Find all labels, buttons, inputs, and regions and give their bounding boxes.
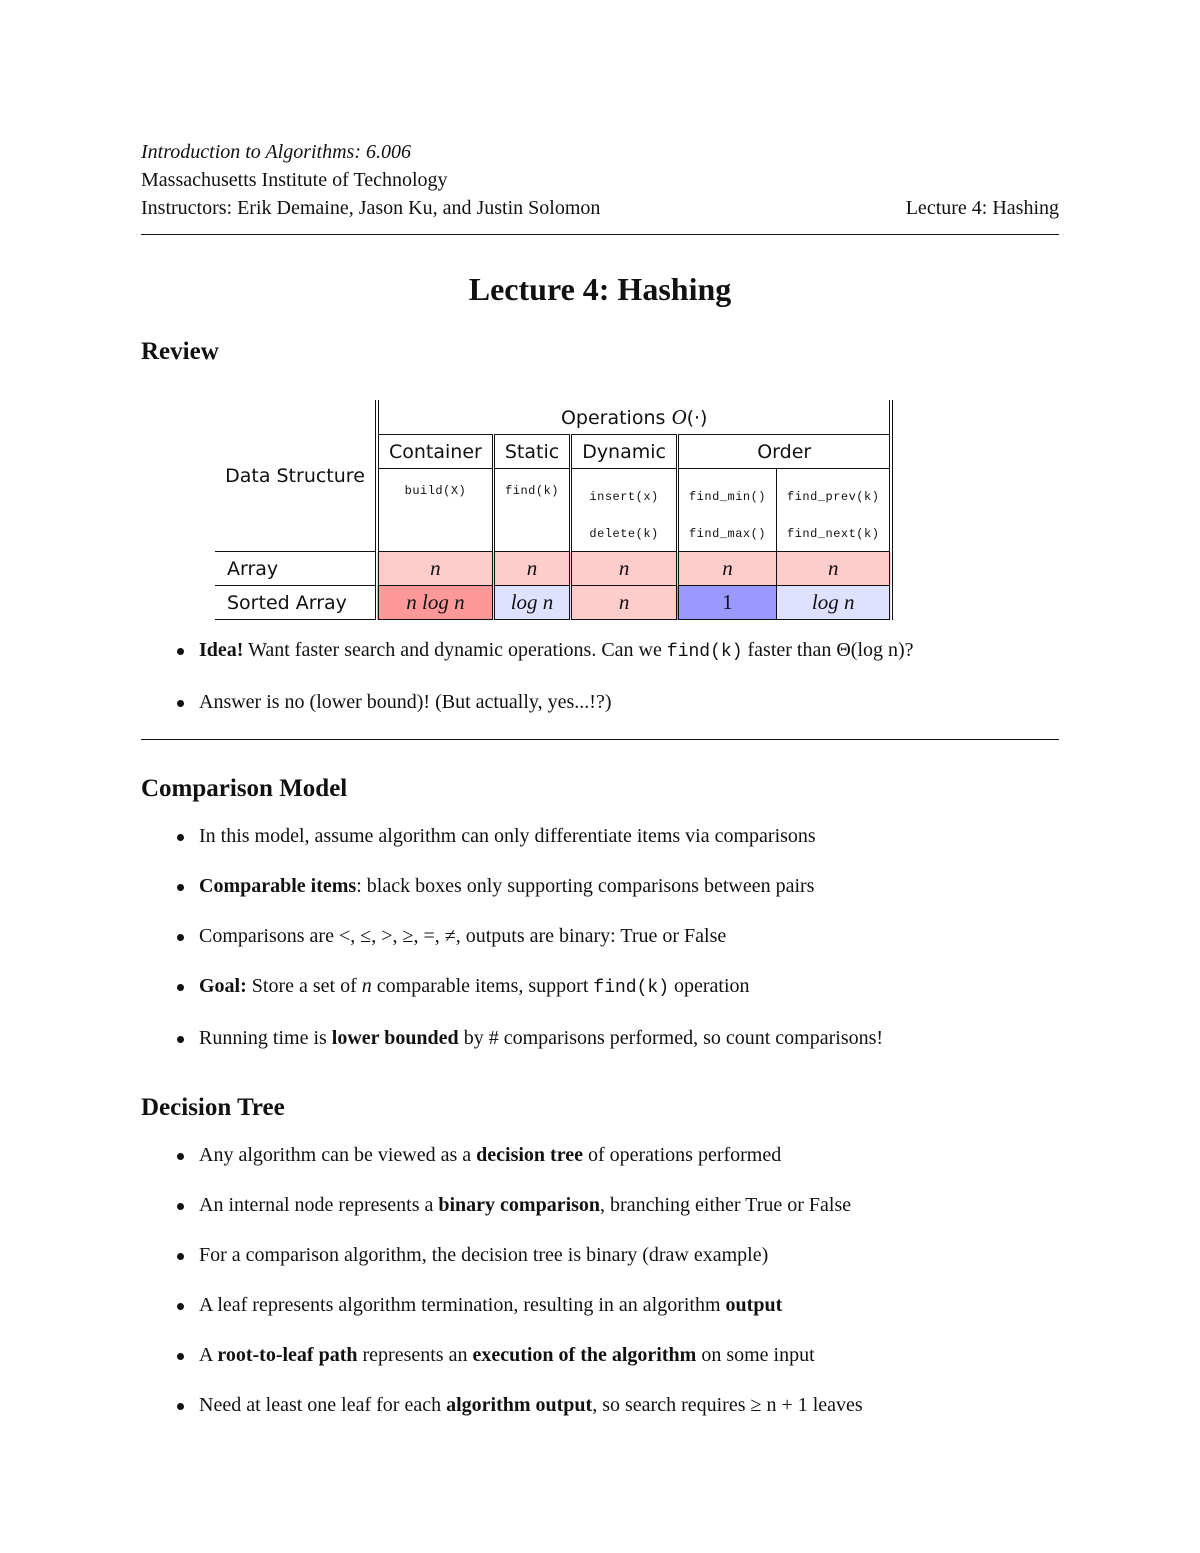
list-item: A leaf represents algorithm termination, resulting in an algorithm output — [141, 1292, 1059, 1318]
list-item: Idea! Want faster search and dynamic operations. Can we find(k) faster than Θ(log n)? — [141, 637, 1059, 665]
list-item: In this model, assume algorithm can only differentiate items via comparisons — [141, 823, 1059, 849]
row-array-label: Array — [215, 552, 377, 586]
group-static: Static — [493, 435, 570, 469]
list-item: Need at least one leaf for each algorithm output, so search requires ≥ n + 1 leaves — [141, 1392, 1059, 1418]
op-find: find(k) — [493, 469, 570, 552]
review-bullets — [141, 637, 1059, 739]
list-item: Comparable items: black boxes only supporting comparisons between pairs — [141, 873, 1059, 899]
op-min-max: find_min() find_max() — [677, 469, 776, 552]
group-container: Container — [377, 435, 493, 469]
cell-sorted-build: n log n — [377, 586, 493, 620]
cell-array-prevnext: n — [777, 552, 892, 586]
section-rule — [141, 739, 1059, 740]
group-order: Order — [677, 435, 891, 469]
cell-sorted-dynamic: n — [571, 586, 678, 620]
course-name: Introduction to Algorithms: 6.006 — [141, 141, 411, 163]
operations-header: Operations O(·) — [377, 400, 891, 435]
institution: Massachusetts Institute of Technology — [141, 169, 448, 191]
list-item: A root-to-leaf path represents an execution of the algorithm on some input — [141, 1342, 1059, 1368]
document-page — [141, 138, 1059, 1416]
comparison-model-bullets — [141, 823, 1059, 1075]
cell-sorted-minmax: 1 — [677, 586, 776, 620]
op-insert-delete: insert(x) delete(k) — [571, 469, 678, 552]
instructors: Instructors: Erik Demaine, Jason Ku, and Justin Solomon — [141, 197, 601, 219]
page-title: Lecture 4: Hashing — [468, 271, 732, 307]
header-rule — [141, 234, 1059, 235]
cell-sorted-find: log n — [493, 586, 570, 620]
lecture-label: Lecture 4: Hashing — [905, 197, 1059, 219]
list-item: For a comparison algorithm, the decision tree is binary (draw example) — [141, 1242, 1059, 1268]
course-header — [141, 138, 1059, 222]
cell-array-dynamic: n — [571, 552, 678, 586]
op-prev-next: find_prev(k) find_next(k) — [777, 469, 892, 552]
section-heading-review: Review — [141, 338, 219, 365]
list-item: Comparisons are <, ≤, >, ≥, =, ≠, outputs are binary: True or False — [141, 923, 1059, 949]
section-heading-comparison-model: Comparison Model — [141, 775, 348, 802]
cell-array-find: n — [493, 552, 570, 586]
list-item: Answer is no (lower bound)! (But actually, yes...!?) — [141, 689, 1059, 715]
cell-array-build: n — [377, 552, 493, 586]
row-sorted-array-label: Sorted Array — [215, 586, 377, 620]
section-heading-decision-tree: Decision Tree — [141, 1094, 285, 1121]
review-table — [215, 400, 893, 620]
list-item: Any algorithm can be viewed as a decision tree of operations performed — [141, 1142, 1059, 1168]
group-dynamic: Dynamic — [571, 435, 678, 469]
list-item: Running time is lower bounded by # comparisons performed, so count comparisons! — [141, 1025, 1059, 1051]
list-item: Goal: Store a set of n comparable items, support find(k) operation — [141, 973, 1059, 1001]
cell-sorted-prevnext: log n — [777, 586, 892, 620]
op-build: build(X) — [377, 469, 493, 552]
decision-tree-bullets — [141, 1142, 1059, 1442]
list-item: An internal node represents a binary comparison, branching either True or False — [141, 1192, 1059, 1218]
data-structure-header: Data Structure — [225, 464, 365, 487]
cell-array-minmax: n — [677, 552, 776, 586]
row-header-cell — [215, 400, 377, 552]
